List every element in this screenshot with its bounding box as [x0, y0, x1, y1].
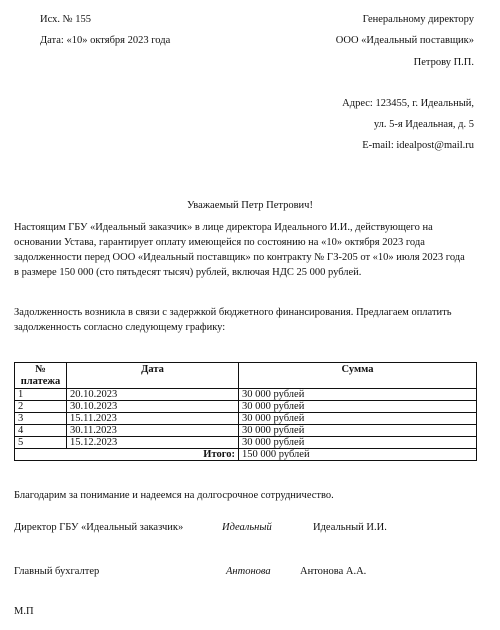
body-line: основании Устава, гарантирует оплату имеющейся по состоянию на «10» октября 2023 года — [14, 237, 425, 248]
column-header-number: № платежа — [15, 363, 67, 389]
payment-schedule-table — [14, 362, 477, 461]
payment-date: 15.11.2023 — [67, 413, 239, 425]
payment-amount: 30 000 рублей — [239, 425, 477, 437]
body-line: задолженность согласно следующему графику: — [14, 322, 226, 333]
address-email: E-mail: idealpost@mail.ru — [362, 140, 474, 151]
payment-amount: 30 000 рублей — [239, 389, 477, 401]
payment-date: 30.10.2023 — [67, 401, 239, 413]
addressee-company: ООО «Идеальный поставщик» — [335, 35, 474, 46]
total-amount: 150 000 рублей — [239, 449, 477, 461]
payment-amount: 30 000 рублей — [239, 437, 477, 449]
table-row — [15, 437, 477, 449]
payment-number: 5 — [15, 437, 67, 449]
payment-amount: 30 000 рублей — [239, 401, 477, 413]
greeting: Уважаемый Петр Петрович! — [187, 200, 313, 211]
addressee-position: Генеральному директору — [362, 14, 474, 25]
table-row — [15, 413, 477, 425]
director-title: Директор ГБУ «Идеальный заказчик» — [14, 522, 184, 533]
accountant-name: Антонова А.А. — [300, 566, 367, 577]
column-header-date: Дата — [67, 363, 239, 389]
stamp-place: М.П — [14, 606, 34, 617]
total-label: Итого: — [15, 449, 239, 461]
body-line: Настоящим ГБУ «Идеальный заказчик» в лице директора Идеального И.И., действующего на — [14, 222, 433, 233]
body-line: задолженности перед ООО «Идеальный поставщик» по контракту № ГЗ-205 от «10» июля 2023 года — [14, 252, 465, 263]
payment-number: 4 — [15, 425, 67, 437]
address-line-2: ул. 5-я Идеальная, д. 5 — [373, 119, 474, 130]
payment-date: 15.12.2023 — [67, 437, 239, 449]
body-line: в размере 150 000 (сто пятьдесят тысяч) рублей, включая НДС 25 000 рублей. — [14, 267, 362, 278]
letter-date: Дата: «10» октября 2023 года — [40, 35, 171, 46]
body-line: Задолженность возникла в связи с задержкой бюджетного финансирования. Предлагаем оплатить — [14, 307, 452, 318]
column-header-amount: Сумма — [239, 363, 477, 389]
table-row — [15, 425, 477, 437]
table-row — [15, 389, 477, 401]
payment-number: 3 — [15, 413, 67, 425]
body-paragraph-1 — [14, 220, 492, 280]
body-paragraph-2 — [14, 305, 492, 335]
accountant-signature: Антонова — [226, 566, 271, 577]
address-line-1: Адрес: 123455, г. Идеальный, — [342, 98, 474, 109]
payment-amount: 30 000 рублей — [239, 413, 477, 425]
payment-number: 2 — [15, 401, 67, 413]
addressee-name: Петрову П.П. — [413, 57, 474, 68]
payment-date: 30.11.2023 — [67, 425, 239, 437]
closing-text: Благодарим за понимание и надеемся на долгосрочное сотрудничество. — [14, 490, 334, 501]
table-row — [15, 401, 477, 413]
director-name: Идеальный И.И. — [313, 522, 387, 533]
table-total-row — [15, 449, 477, 461]
accountant-title: Главный бухгалтер — [14, 566, 100, 577]
payment-number: 1 — [15, 389, 67, 401]
table-header-row — [15, 363, 477, 389]
outgoing-number: Исх. № 155 — [40, 14, 91, 25]
director-signature: Идеальный — [222, 522, 272, 533]
payment-date: 20.10.2023 — [67, 389, 239, 401]
